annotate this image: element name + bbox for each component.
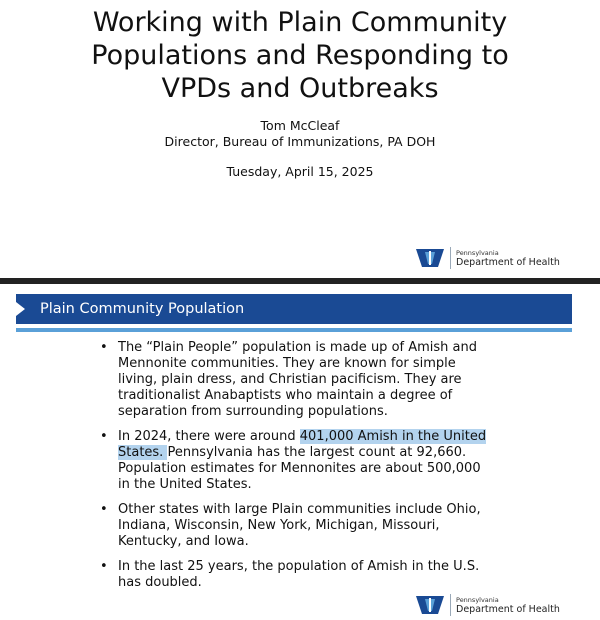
logo-state: Pennsylvania — [456, 249, 499, 257]
content-slide — [0, 284, 600, 620]
arrow-icon — [16, 302, 25, 316]
highlighted-text: 401,000 Amish in the United States. — [118, 429, 487, 460]
bullet-dot-icon: • — [100, 559, 108, 574]
presentation-date: Tuesday, April 15, 2025 — [226, 164, 374, 179]
bullet-dot-icon: • — [100, 340, 108, 355]
bullet-dot-icon: • — [100, 502, 108, 517]
section-banner — [16, 294, 572, 324]
presenter-name: Tom McCleaf — [260, 118, 340, 133]
keystone-icon — [416, 247, 444, 269]
bullet-text: Pennsylvania has the largest count at 92,660. Population estimates for Mennonites are about 500,000 in the United States. — [118, 445, 481, 492]
bullet-dot-icon: • — [100, 429, 108, 444]
slide-title — [30, 6, 570, 105]
title-line: VPDs and Outbreaks — [161, 73, 439, 104]
title-line: Populations and Responding to — [91, 40, 509, 71]
logo-separator — [450, 594, 451, 616]
keystone-icon — [416, 594, 444, 616]
title-line: Working with Plain Community — [92, 7, 508, 38]
bullet-item — [100, 502, 490, 550]
bullet-text: In 2024, there were around — [118, 429, 300, 444]
logo-text — [456, 248, 560, 268]
presenter-role: Director, Bureau of Immunizations, PA DOH — [164, 134, 436, 149]
title-slide — [0, 0, 600, 278]
bullet-item — [100, 340, 490, 420]
logo-department: Department of Health — [456, 257, 560, 268]
bullet-list — [100, 340, 490, 600]
logo-department: Department of Health — [456, 604, 560, 615]
bullet-item — [100, 559, 490, 591]
bullet-text: In the last 25 years, the population of Amish in the U.S. has doubled. — [118, 559, 480, 590]
pa-doh-logo — [416, 247, 560, 269]
logo-state: Pennsylvania — [456, 596, 499, 604]
section-heading: Plain Community Population — [40, 301, 245, 317]
bullet-item — [100, 429, 490, 493]
logo-separator — [450, 247, 451, 269]
pa-doh-logo — [416, 594, 560, 616]
logo-text — [456, 595, 560, 615]
bullet-text: Other states with large Plain communities include Ohio, Indiana, Wisconsin, New York, Michigan, Missouri, Kentucky, and Iowa. — [118, 502, 481, 549]
accent-bar — [16, 328, 572, 332]
bullet-text: The “Plain People” population is made up of Amish and Mennonite communities. They are known for simple living, plain dress, and Christian pacificism. They are traditionalist Anabaptists who maintain a degree of separation from surrounding populations. — [118, 340, 477, 419]
